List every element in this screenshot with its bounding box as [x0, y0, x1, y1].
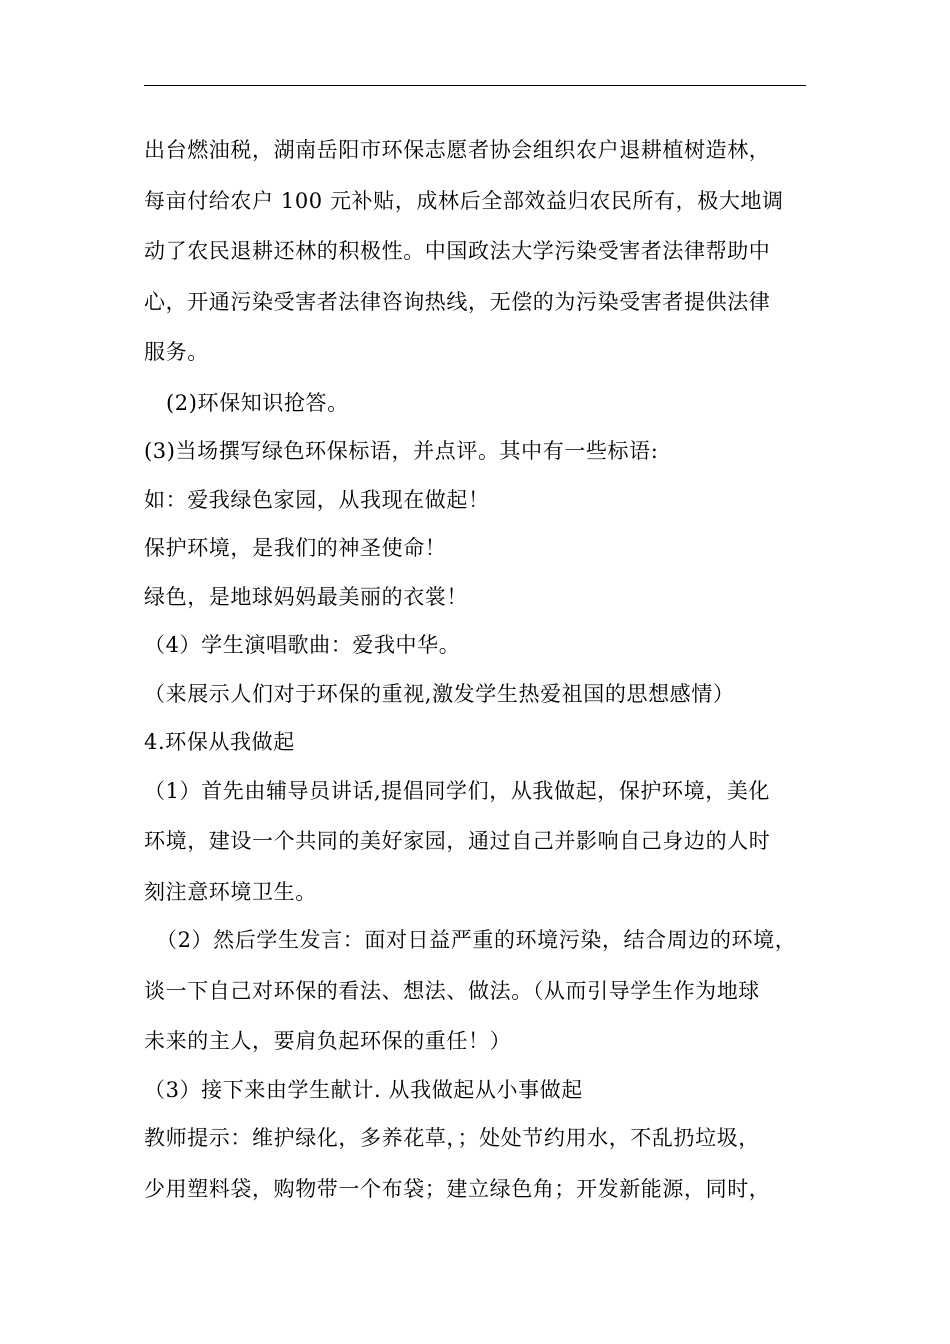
section-heading: 4.环保从我做起 [144, 730, 295, 754]
list-item: (3)当场撰写绿色环保标语，并点评。其中有一些标语: [144, 439, 659, 463]
paragraph-line: 服务。 [144, 340, 209, 364]
paragraph-line: （1）首先由辅导员讲话,提倡同学们，从我做起，保护环境，美化 [144, 778, 771, 803]
body-text [144, 128, 824, 1217]
paragraph-line: 少用塑料袋，购物带一个布袋；建立绿色角；开发新能源，同时， [144, 1176, 771, 1201]
slogan-line: 绿色，是地球妈妈最美丽的衣裳！ [144, 584, 468, 609]
paragraph-line: 刻注意环境卫生。 [144, 879, 317, 904]
list-item: （4）学生演唱歌曲：爱我中华。 [144, 633, 461, 657]
paragraph-line: （来展示人们对于环保的重视,激发学生热爱祖国的思想感情） [144, 681, 735, 706]
paragraph-line: 每亩付给农户 100 元补贴，成林后全部效益归农民所有，极大地调 [144, 188, 784, 213]
slogan-line: 保护环境，是我们的神圣使命！ [144, 536, 447, 560]
header-rule [144, 85, 806, 86]
list-item: (2)环保知识抢答。 [166, 390, 349, 415]
paragraph-line: （2）然后学生发言：面对日益严重的环境污染，结合周边的环境， [156, 928, 797, 952]
paragraph-line: 未来的主人，要肩负起环保的重任！） [144, 1029, 512, 1053]
paragraph-line: 环境，建设一个共同的美好家园，通过自己并影响自己身边的人时 [144, 829, 771, 853]
paragraph-line: 教师提示：维护绿化，多养花草，；处处节约用水，不乱扔垃圾， [144, 1126, 760, 1150]
paragraph-line: 谈一下自己对环保的看法、想法、做法。（从而引导学生作为地球 [144, 978, 760, 1003]
slogan-line: 如：爱我绿色家园，从我现在做起！ [144, 487, 490, 512]
list-item: （3）接下来由学生献计. 从我做起从小事做起 [144, 1077, 583, 1102]
paragraph-line: 动了农民退耕还林的积极性。中国政法大学污染受害者法律帮助中 [144, 239, 771, 263]
paragraph-line: 心，开通污染受害者法律咨询热线，无偿的为污染受害者提供法律 [144, 289, 771, 314]
paragraph-line: 出台燃油税，湖南岳阳市环保志愿者协会组织农户退耕植树造林， [144, 138, 771, 162]
